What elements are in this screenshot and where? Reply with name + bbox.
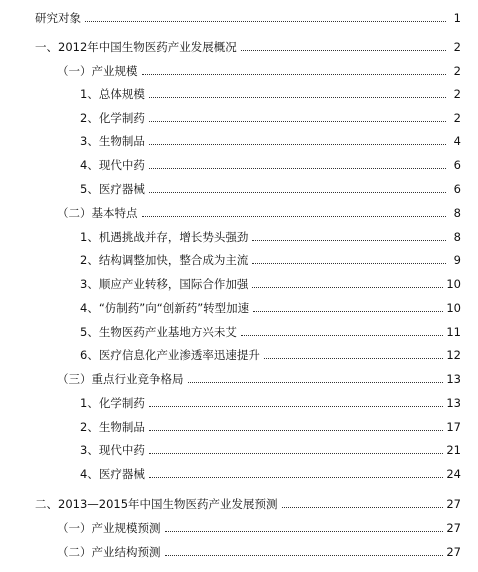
toc-entry-page: 6 (453, 182, 461, 196)
toc-entry-research-object[interactable] (35, 9, 461, 25)
toc-entry-title: 2、生物制品 (80, 420, 145, 434)
toc-entry-item-1-1-2[interactable] (80, 109, 461, 125)
dot-leader (149, 168, 446, 169)
toc-entry-item-1-3-3[interactable] (80, 441, 461, 457)
toc-entry-title: （一）产业规模 (57, 64, 138, 78)
toc-entry-item-1-3-1[interactable] (80, 394, 461, 410)
toc-entry-chapter-1[interactable] (35, 38, 461, 54)
dot-leader (149, 192, 446, 193)
toc-entry-title: 6、医疗信息化产业渗透率迅速提升 (80, 348, 260, 362)
toc-entry-page: 2 (453, 87, 461, 101)
dot-leader (142, 216, 447, 217)
toc-entry-page: 21 (446, 443, 461, 457)
toc-entry-page: 6 (453, 158, 461, 172)
dot-leader (142, 74, 447, 75)
toc-entry-item-1-1-1[interactable] (80, 85, 461, 101)
toc-entry-title: 3、现代中药 (80, 443, 145, 457)
dot-leader (165, 555, 444, 556)
toc-entry-section-1-2[interactable] (57, 204, 461, 220)
toc-entry-page: 27 (446, 497, 461, 511)
toc-entry-title: （二）产业结构预测 (57, 545, 161, 559)
dot-leader (252, 263, 446, 264)
dot-leader (252, 287, 443, 288)
dot-leader (188, 382, 444, 383)
toc-entry-page: 10 (446, 277, 461, 291)
toc-entry-page: 13 (446, 372, 461, 386)
toc-entry-title: 5、生物医药产业基地方兴未艾 (80, 325, 237, 339)
toc-entry-title: （一）产业规模预测 (57, 521, 161, 535)
toc-entry-title: 4、“仿制药”向“创新药”转型加速 (80, 301, 250, 315)
toc-entry-title: 研究对象 (35, 11, 81, 25)
toc-entry-page: 8 (453, 206, 461, 220)
toc-entry-section-1-1[interactable] (57, 62, 461, 78)
toc-entry-title: （二）基本特点 (57, 206, 138, 220)
toc-entry-title: 3、顺应产业转移，国际合作加强 (80, 277, 249, 291)
toc-entry-section-2-1[interactable] (57, 519, 461, 535)
toc-entry-title: 1、总体规模 (80, 87, 145, 101)
toc-entry-item-1-2-4[interactable] (80, 299, 461, 315)
dot-leader (252, 240, 446, 241)
toc-entry-item-1-1-5[interactable] (80, 180, 461, 196)
toc-entry-page: 2 (453, 111, 461, 125)
toc-entry-item-1-2-1[interactable] (80, 228, 461, 244)
dot-leader (85, 21, 446, 22)
toc-entry-title: 1、机遇挑战并存，增长势头强劲 (80, 230, 249, 244)
toc-entry-item-1-2-5[interactable] (80, 323, 461, 339)
toc-entry-title: 2、结构调整加快，整合成为主流 (80, 253, 249, 267)
dot-leader (149, 97, 446, 98)
toc-entry-title: 一、2012年中国生物医药产业发展概况 (35, 40, 237, 54)
toc-entry-title: 二、2013—2015年中国生物医药产业发展预测 (35, 497, 278, 511)
toc-entry-title: 3、生物制品 (80, 134, 145, 148)
toc-entry-title: 4、现代中药 (80, 158, 145, 172)
toc-entry-item-1-3-4[interactable] (80, 465, 461, 481)
toc-entry-page: 2 (453, 64, 461, 78)
toc-entry-item-1-1-4[interactable] (80, 156, 461, 172)
dot-leader (282, 507, 444, 508)
toc-entry-page: 24 (446, 467, 461, 481)
toc-entry-section-2-2[interactable] (57, 543, 461, 559)
toc-entry-page: 11 (446, 325, 461, 339)
toc-entry-page: 9 (453, 253, 461, 267)
dot-leader (149, 406, 444, 407)
toc-entry-title: 1、化学制药 (80, 396, 145, 410)
toc-entry-title: 4、医疗器械 (80, 467, 145, 481)
toc-entry-title: 2、化学制药 (80, 111, 145, 125)
toc-entry-item-1-2-2[interactable] (80, 251, 461, 267)
toc-entry-item-1-3-2[interactable] (80, 418, 461, 434)
toc-entry-item-1-2-6[interactable] (80, 346, 461, 362)
dot-leader (165, 531, 444, 532)
toc-entry-title: 5、医疗器械 (80, 182, 145, 196)
toc-entry-section-1-3[interactable] (57, 370, 461, 386)
toc-entry-chapter-2[interactable] (35, 495, 461, 511)
dot-leader (264, 358, 444, 359)
dot-leader (149, 430, 444, 431)
toc-entry-title: （三）重点行业竞争格局 (57, 372, 184, 386)
toc-entry-item-1-2-3[interactable] (80, 275, 461, 291)
dot-leader (149, 121, 446, 122)
toc-entry-page: 12 (446, 348, 461, 362)
dot-leader (149, 453, 444, 454)
toc-entry-page: 8 (453, 230, 461, 244)
toc-entry-page: 2 (453, 40, 461, 54)
dot-leader (149, 477, 444, 478)
toc-entry-page: 1 (453, 11, 461, 25)
toc-entry-page: 27 (446, 521, 461, 535)
toc-entry-page: 17 (446, 420, 461, 434)
dot-leader (253, 311, 443, 312)
dot-leader (149, 144, 446, 145)
toc-entry-page: 13 (446, 396, 461, 410)
dot-leader (241, 335, 444, 336)
toc-entry-page: 4 (453, 134, 461, 148)
dot-leader (241, 50, 446, 51)
toc-entry-item-1-1-3[interactable] (80, 132, 461, 148)
toc-entry-page: 27 (446, 545, 461, 559)
toc-entry-page: 10 (446, 301, 461, 315)
